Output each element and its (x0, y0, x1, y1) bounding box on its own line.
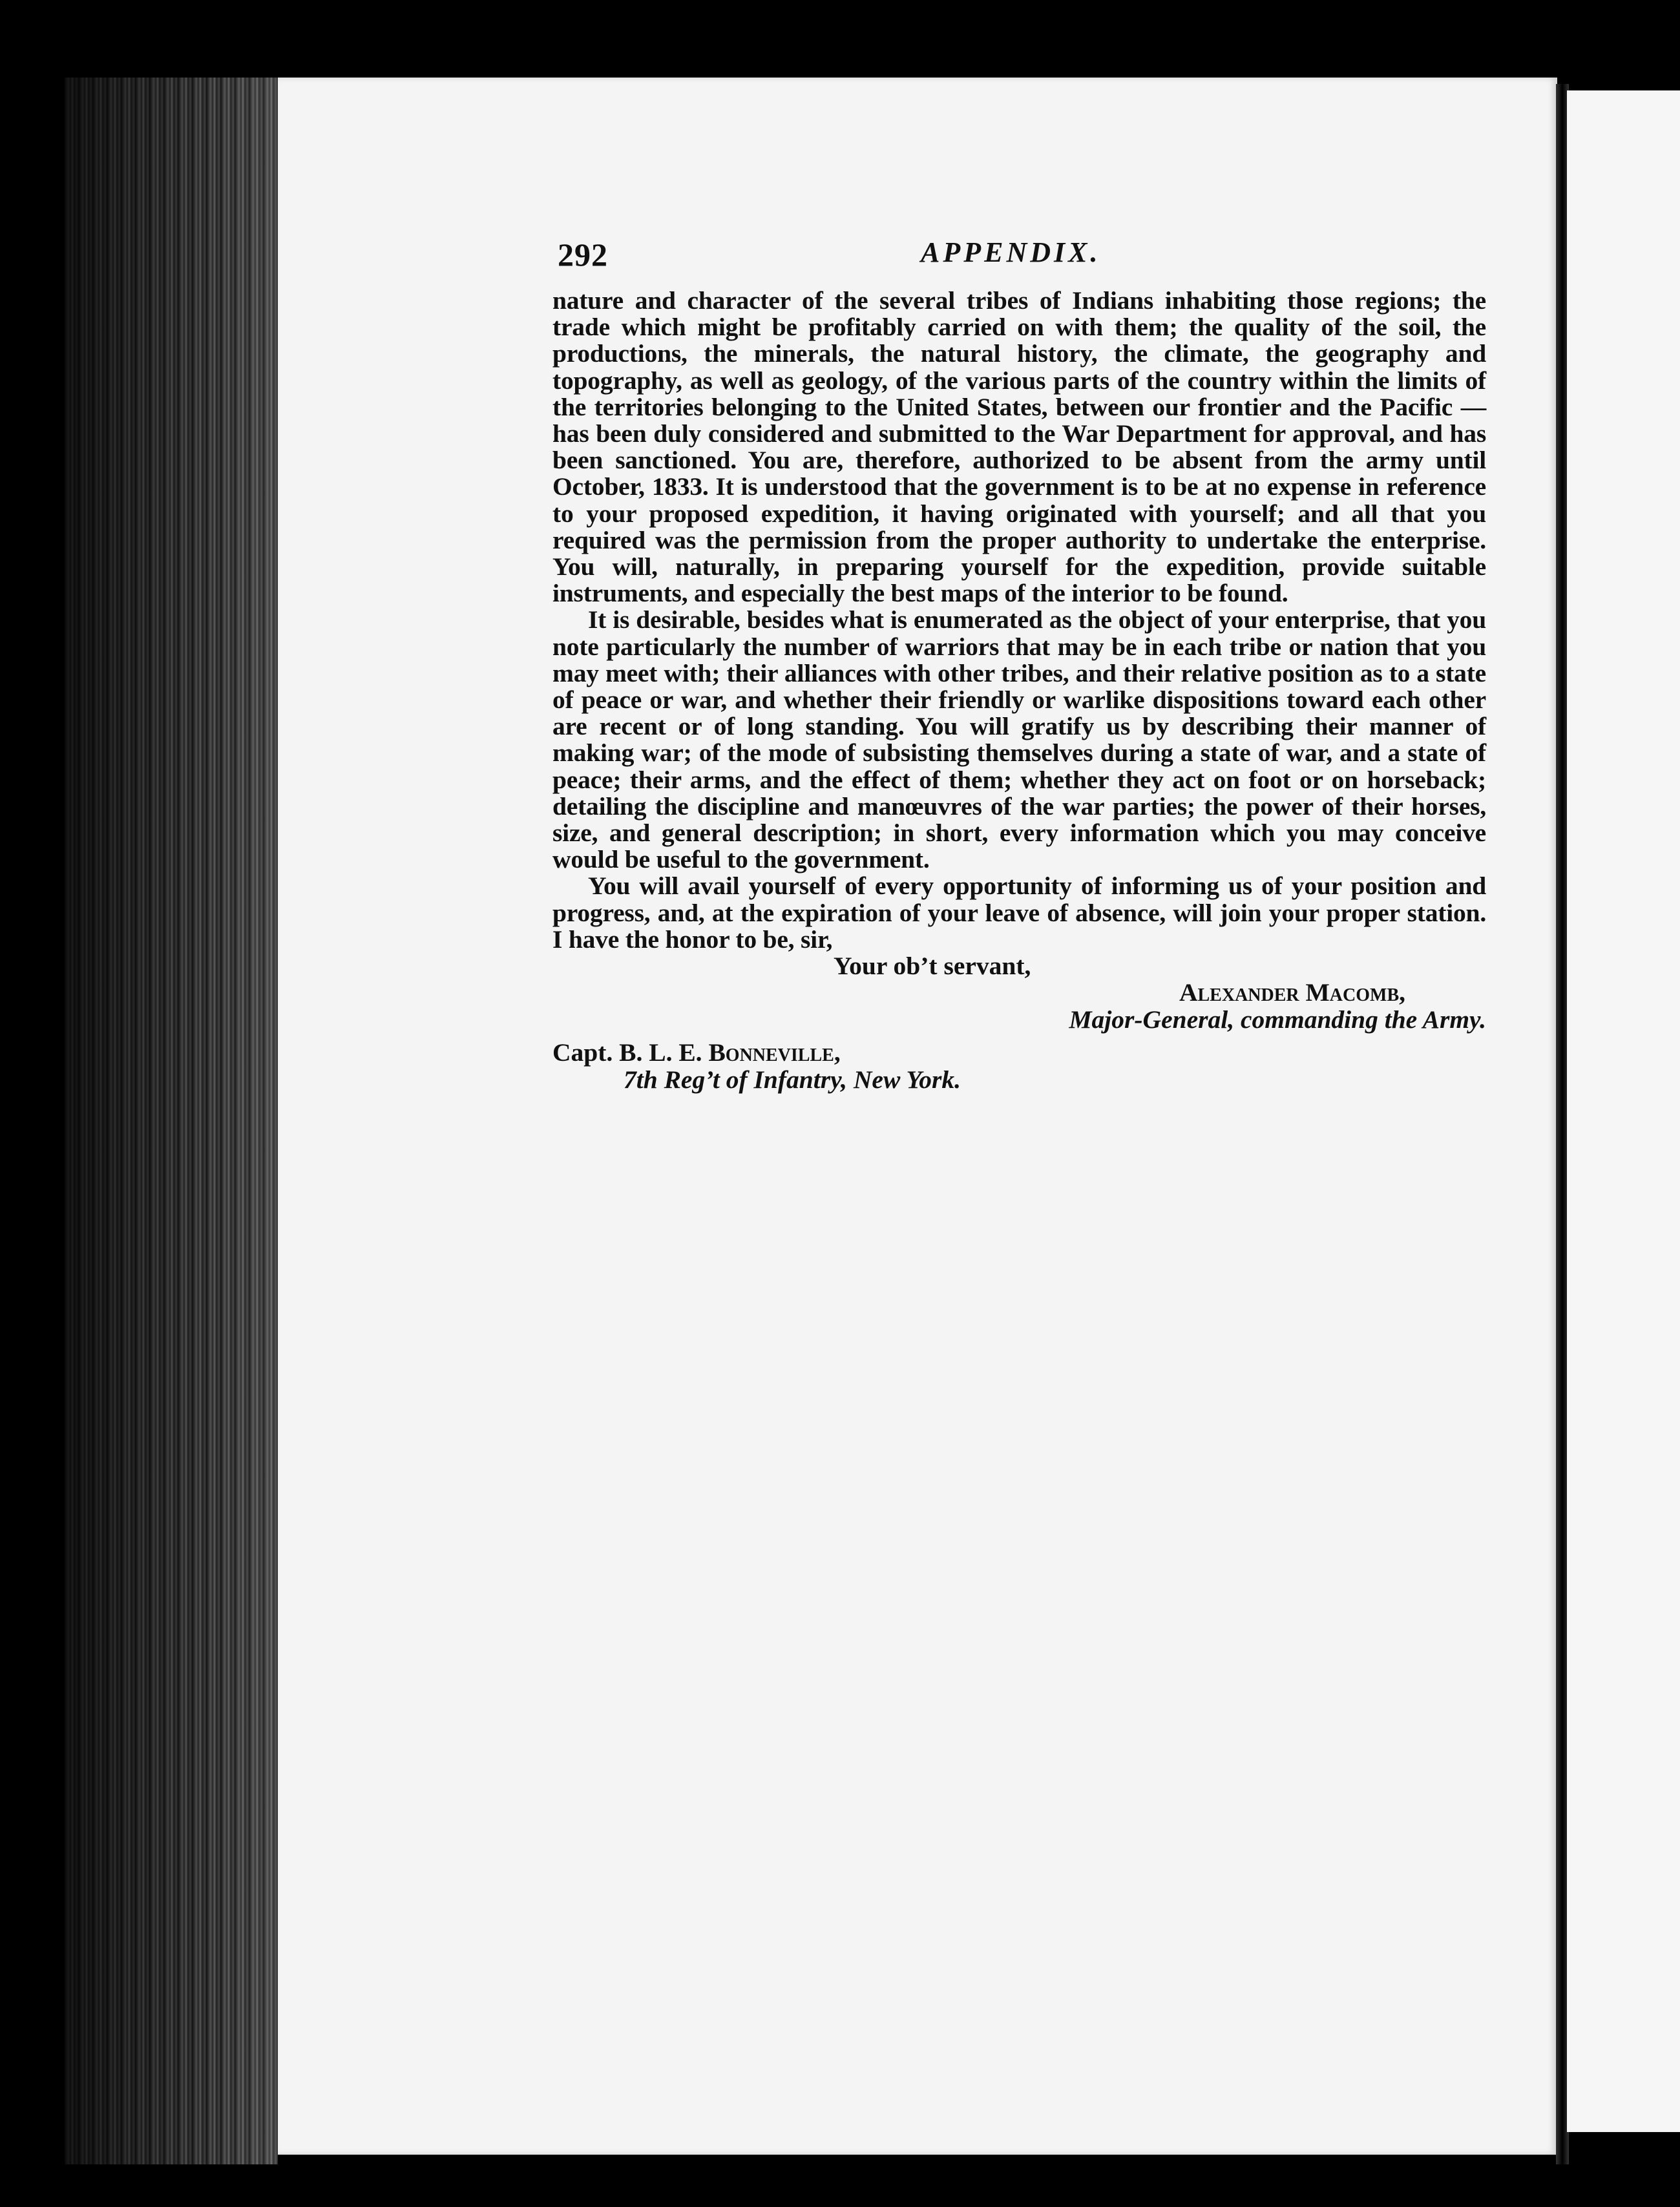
page-edges-shadow (65, 78, 278, 2164)
facing-page-edge (1567, 90, 1680, 2132)
addressee-name: Bonneville, (708, 1038, 841, 1067)
paragraph-1: nature and character of the several tribes of Indians inhabiting those regions; the trade which might be profitably carried on with them; the quality of the soil, the productions, the minerals, the natural history, the climate, the geography and topography, as well as geology, of the various parts of the country within the limits of the territories belonging to the United States, between our frontier and the Pacific — has been duly considered and submitted to the War Department for approval, and has been sanctioned. You are, therefore, authorized to be absent from the army until October, 1833. It is understood that the government is to be at no expense in reference to your proposed expedition, it having originated with yourself; and all that you required was the permission from the proper authority to undertake the enterprise. You will, naturally, in preparing yourself for the expedition, provide suitable instruments, and especially the best maps of the interior to be found. (552, 286, 1486, 608)
running-title: APPENDIX. (921, 236, 1101, 268)
paragraph-3: You will avail yourself of every opportunity of informing us of your position and progress, and, at the expiration of your leave of absence, will join your proper station. I have the honor to be, sir, (552, 872, 1486, 954)
addressee-rank: Capt. B. L. E. (552, 1038, 702, 1067)
page-number: 292 (558, 236, 608, 273)
page-text (552, 236, 1486, 1093)
signature-title: Major-General, commanding the Army. (1069, 1005, 1486, 1034)
addressee (552, 1040, 1486, 1066)
running-head (552, 236, 1486, 275)
paragraph-2: It is desirable, besides what is enumerated as the object of your enterprise, that you note particularly the number of warriors that may be in each tribe or nation that you may meet with; their alliances with other tribes, and their relative position as to a state of peace or war, and whether their friendly or warlike dispositions toward each other are recent or of long standing. You will gratify us by describing their manner of making war; of the mode of subsisting themselves during a state of war, and a state of peace; their arms, and the effect of them; whether they act on foot or on horseback; detailing the discipline and manœuvres of the war parties; the power of their horses, size, and general description; in short, every information which you may conceive would be useful to the government. (552, 605, 1486, 874)
letter-closing: Your ob’t servant, (834, 952, 1031, 981)
signature-name: Alexander Macomb, (1179, 978, 1405, 1007)
addressee-unit: 7th Reg’t of Infantry, New York. (624, 1065, 961, 1094)
